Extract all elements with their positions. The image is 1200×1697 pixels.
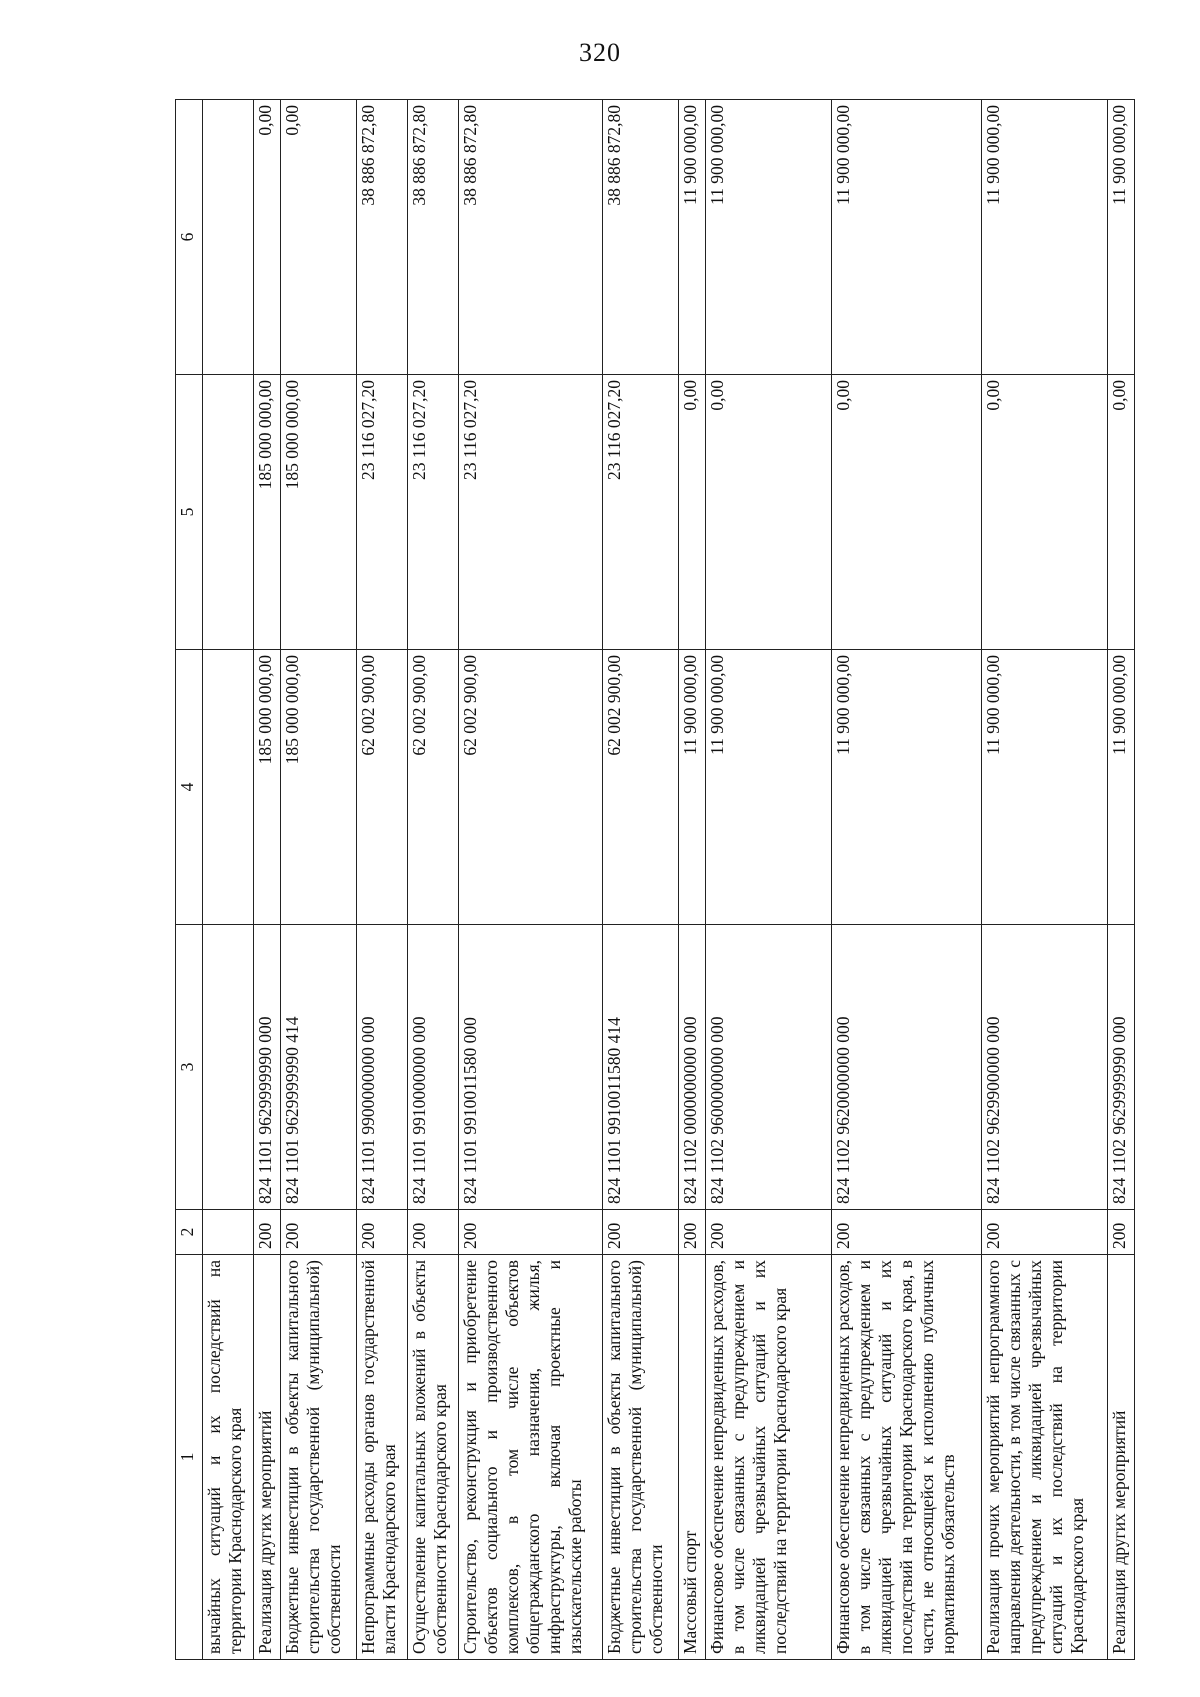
row-name: вычайных ситуаций и их последствий на территории Краснодарского края: [203, 1255, 254, 1660]
row-col4-value: 11 900 000,00: [679, 650, 706, 925]
table-row: [408, 100, 459, 1660]
row-classification: 824 1102 9600000000 000: [705, 925, 831, 1210]
table-row: [1108, 100, 1135, 1660]
row-col5-value: 0,00: [831, 375, 982, 650]
row-col5-value: 185 000 000,00: [254, 375, 281, 650]
row-name: Реализация других мероприятий: [254, 1255, 281, 1660]
row-col6-value: 38 886 872,80: [408, 100, 459, 375]
row-classification: 824 1102 9629900000 000: [982, 925, 1108, 1210]
budget-table: [175, 99, 1135, 1660]
row-col6-value: 11 900 000,00: [705, 100, 831, 375]
header-col-5: 5: [176, 375, 203, 650]
row-col6-value: 38 886 872,80: [603, 100, 679, 375]
row-col5-value: 0,00: [1108, 375, 1135, 650]
table-row: [679, 100, 706, 1660]
row-code: 200: [356, 1210, 407, 1255]
row-code: 200: [679, 1210, 706, 1255]
row-col6-value: 11 900 000,00: [831, 100, 982, 375]
table-row: [982, 100, 1108, 1660]
row-col4-value: 11 900 000,00: [1108, 650, 1135, 925]
table-row: [705, 100, 831, 1660]
table-row: [281, 100, 357, 1660]
row-classification: 824 1102 9620000000 000: [831, 925, 982, 1210]
row-col5-value: 0,00: [705, 375, 831, 650]
row-classification: 824 1101 9629999990 000: [254, 925, 281, 1210]
row-col4-value: 185 000 000,00: [254, 650, 281, 925]
row-col5-value: 185 000 000,00: [281, 375, 357, 650]
row-col4-value: 11 900 000,00: [705, 650, 831, 925]
row-classification: 824 1101 9910000000 000: [408, 925, 459, 1210]
table-row: [603, 100, 679, 1660]
row-col5-value: [203, 375, 254, 650]
row-col5-value: 23 116 027,20: [408, 375, 459, 650]
row-classification: [203, 925, 254, 1210]
row-col4-value: 11 900 000,00: [982, 650, 1108, 925]
row-code: 200: [603, 1210, 679, 1255]
row-col6-value: 38 886 872,80: [356, 100, 407, 375]
row-col4-value: 62 002 900,00: [408, 650, 459, 925]
row-code: 200: [408, 1210, 459, 1255]
row-col4-value: 62 002 900,00: [356, 650, 407, 925]
row-classification: 824 1101 9910011580 000: [459, 925, 603, 1210]
row-col4-value: 185 000 000,00: [281, 650, 357, 925]
table-row: [831, 100, 982, 1660]
row-name: Осуществление капитальных вложений в объекты собственности Краснодарского края: [408, 1255, 459, 1660]
row-col4-value: [203, 650, 254, 925]
row-col6-value: 0,00: [254, 100, 281, 375]
table-row: [254, 100, 281, 1660]
row-code: 200: [459, 1210, 603, 1255]
row-col5-value: 23 116 027,20: [459, 375, 603, 650]
header-col-4: 4: [176, 650, 203, 925]
row-col5-value: 23 116 027,20: [356, 375, 407, 650]
row-classification: 824 1101 9629999990 414: [281, 925, 357, 1210]
row-code: 200: [982, 1210, 1108, 1255]
row-col5-value: 0,00: [982, 375, 1108, 650]
row-col6-value: 38 886 872,80: [459, 100, 603, 375]
row-code: 200: [705, 1210, 831, 1255]
row-col6-value: 11 900 000,00: [679, 100, 706, 375]
page-number: 320: [579, 38, 621, 67]
row-code: [203, 1210, 254, 1255]
rotated-table-area: [175, 100, 1135, 1660]
row-col6-value: 0,00: [281, 100, 357, 375]
header-row: [176, 100, 203, 1660]
row-col6-value: 11 900 000,00: [1108, 100, 1135, 375]
row-code: 200: [831, 1210, 982, 1255]
table-row: [356, 100, 407, 1660]
row-name: Бюджетные инвестиции в объекты капитального строительства государственной (муниципальной) собственности: [603, 1255, 679, 1660]
row-col5-value: 23 116 027,20: [603, 375, 679, 650]
table-row: [203, 100, 254, 1660]
row-name: Бюджетные инвестиции в объекты капитального строительства государственной (муниципальной) собственности: [281, 1255, 357, 1660]
row-col4-value: 62 002 900,00: [603, 650, 679, 925]
row-code: 200: [254, 1210, 281, 1255]
row-name: Массовый спорт: [679, 1255, 706, 1660]
header-col-6: 6: [176, 100, 203, 375]
row-classification: 824 1102 9629999990 000: [1108, 925, 1135, 1210]
row-name: Строительство, реконструкция и приобретение объектов социального и производственного комплексов, в том числе объектов общегражданского назначения, жилья, инфраструктуры, включая проектные и изыскательские работы: [459, 1255, 603, 1660]
row-name: Реализация прочих мероприятий непрограммного направления деятельности, в том числе связанных с предупреждением и ликвидацией чрезвычайных ситуаций и их последствий на территории Краснодарского края: [982, 1255, 1108, 1660]
row-col4-value: 11 900 000,00: [831, 650, 982, 925]
row-col6-value: 11 900 000,00: [982, 100, 1108, 375]
row-col6-value: [203, 100, 254, 375]
row-code: 200: [1108, 1210, 1135, 1255]
header-col-1: 1: [176, 1255, 203, 1660]
row-classification: 824 1102 0000000000 000: [679, 925, 706, 1210]
row-code: 200: [281, 1210, 357, 1255]
row-name: Финансовое обеспечение непредвиденных расходов, в том числе связанных с предупреждением и ликвидацией чрезвычайных ситуаций и их последствий на территории Краснодарского края: [705, 1255, 831, 1660]
row-col4-value: 62 002 900,00: [459, 650, 603, 925]
row-col5-value: 0,00: [679, 375, 706, 650]
row-name: Непрограммные расходы органов государственной власти Краснодарского края: [356, 1255, 407, 1660]
rotated-table-container: [175, 100, 1135, 1660]
header-col-3: 3: [176, 925, 203, 1210]
row-name: Реализация других мероприятий: [1108, 1255, 1135, 1660]
table-row: [459, 100, 603, 1660]
header-col-2: 2: [176, 1210, 203, 1255]
row-name: Финансовое обеспечение непредвиденных расходов, в том числе связанных с предупреждением и ликвидацией чрезвычайных ситуаций и их последствий на территории Краснодарского края, в части, не относящейся к исполнению публичных нормативных обязательств: [831, 1255, 982, 1660]
row-classification: 824 1101 9900000000 000: [356, 925, 407, 1210]
row-classification: 824 1101 9910011580 414: [603, 925, 679, 1210]
